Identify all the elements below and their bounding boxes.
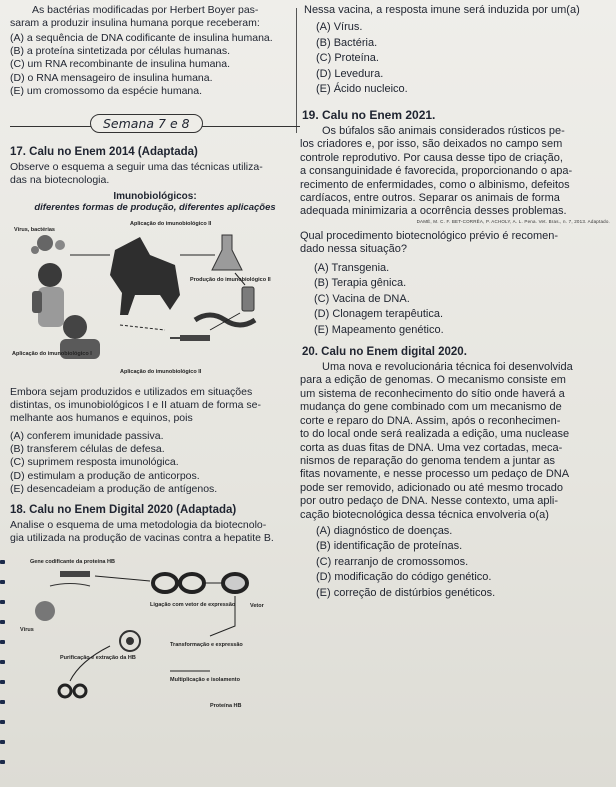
q18-tail: Nessa vacina, a resposta imune será induzida por um(a): [304, 4, 580, 16]
q17-title: 17. Calu no Enem 2014 (Adaptada): [10, 146, 198, 159]
text-line: Analise o esquema de uma metodologia da biotecnolo-: [10, 519, 267, 532]
option-c[interactable]: (C) Proteína.: [316, 52, 379, 65]
text-line: corta as duas fitas de DNA. Uma vez cortadas, meca-: [300, 441, 563, 454]
vector-icon: [223, 574, 247, 592]
option-d[interactable]: (D) Clonagem terapêutica.: [314, 308, 444, 321]
option-a[interactable]: (A) a sequência de DNA codificante de insulina humana.: [10, 32, 273, 44]
q18-options: [316, 20, 610, 98]
fig1-label-virus: Vírus, bactérias: [14, 227, 55, 234]
child-illustration: [32, 263, 64, 327]
fig1-label-prod2: Produção do imunobiológico II: [190, 277, 271, 284]
fig1-heading: Imunobiológicos:: [113, 191, 197, 203]
option-e[interactable]: (E) correção de distúrbios genéticos.: [316, 586, 496, 599]
fig1-label-app1: Aplicação do imunobiológico I: [12, 351, 92, 358]
horse-illustration: [110, 237, 180, 315]
text-line: das na biotecnologia.: [10, 174, 110, 187]
right-column: [300, 4, 610, 601]
text-line: melhante aos humanos e equinos, pois: [10, 412, 193, 425]
q17-options: [10, 430, 300, 496]
text-line: Uma nova e revolucionária técnica foi desenvolvida: [322, 361, 573, 374]
q16-options: [10, 32, 300, 98]
text-line: dado nessa situação?: [300, 243, 408, 256]
q18-title: 18. Calu no Enem Digital 2020 (Adaptada): [10, 504, 237, 517]
text-line: corte e reparo do DNA. Assim, após o reconhecimen-: [300, 414, 561, 427]
text-line: nismos de reparação do genoma tendem a juntar as: [300, 454, 555, 467]
snake-illustration: [195, 315, 255, 325]
text-line: um sistema de reconhecimento do sítio onde haverá a: [300, 387, 565, 400]
text-line: saram a produzir insulina humana porque receberam:: [10, 17, 260, 29]
q17-stem: [10, 386, 300, 425]
plasmid-icon: [153, 574, 204, 592]
text-line: pode ser removido, adicionado ou até mesmo trocado: [300, 481, 563, 494]
text-line: cação biotecnológica dessa técnica envolveria o(a): [300, 508, 549, 521]
left-column: [10, 4, 300, 711]
option-d[interactable]: (D) Levedura.: [316, 67, 384, 80]
q19-citation: DAMÉ, M. C. F. BET-CORRÊA, P. ACHOLY, A. L. Pena. Vet. Bras., n. 7, 2013. Adaptado.: [416, 218, 610, 224]
text-line: mudança do gene combinado com um mecanismo de: [300, 401, 562, 414]
text-line: Observe o esquema a seguir uma das técnicas utiliza-: [10, 161, 263, 174]
text-line: controle reprodutivo. Por causa desse tipo de criação,: [300, 151, 563, 164]
fig2-label-gene: Gene codificante da proteína HB: [30, 559, 115, 566]
option-c[interactable]: (C) Vacina de DNA.: [314, 292, 410, 305]
fig2-label-virus: Vírus: [20, 627, 34, 634]
option-e[interactable]: (E) Mapeamento genético.: [314, 323, 444, 336]
immunobiological-diagram: [10, 215, 290, 380]
option-e[interactable]: (E) Ácido nucleico.: [316, 83, 408, 96]
text-line: to do local onde será realizada a edição, uma nuclease: [300, 428, 570, 441]
vial-icon: [242, 287, 254, 311]
option-a[interactable]: (A) Vírus.: [316, 21, 363, 34]
text-line: por outro pedaço de DNA. Nesse contexto, uma apli-: [300, 495, 559, 508]
flow-arrows: [70, 576, 235, 681]
q19-title: 19. Calu no Enem 2021.: [302, 107, 436, 122]
q20-options: [316, 524, 610, 602]
option-b[interactable]: (B) Bactéria.: [316, 36, 378, 49]
option-b[interactable]: (B) a proteína sintetizada por células humanas.: [10, 45, 231, 58]
q20-title: 20. Calu no Enem digital 2020.: [302, 346, 467, 359]
fig2-label-ligation: Ligação com vetor de expressão: [150, 602, 236, 609]
option-a[interactable]: (A) conferem imunidade passiva.: [10, 430, 164, 443]
text-line: Embora sejam produzidos e utilizados em situações: [10, 386, 253, 399]
text-line: Os búfalos são animais considerados rústicos pe-: [322, 124, 565, 137]
text-line: cardíacos, entre outros. Separar os animais de forma: [300, 191, 560, 204]
fig1-subheading: diferentes formas de produção, diferentes aplicações: [34, 202, 276, 214]
option-d[interactable]: (D) modificação do código genético.: [316, 571, 492, 584]
option-d[interactable]: (D) estimulam a produção de anticorpos.: [10, 469, 200, 482]
fig2-label-transform: Transformação e expressão: [170, 642, 243, 649]
week-banner: [10, 112, 300, 138]
option-e[interactable]: (E) desencadeiam a produção de antígenos.: [10, 482, 218, 495]
fig2-label-mult: Multiplicação e isolamento: [170, 677, 240, 684]
colony-icon: [59, 685, 86, 697]
virus-icon: [35, 601, 55, 621]
week-label: Semana 7 e 8: [90, 114, 203, 133]
text-line: recimento de enfermidades, como o albinismo, defeitos: [300, 178, 570, 191]
option-b[interactable]: (B) identificação de proteínas.: [316, 540, 463, 553]
fig2-label-prot: Proteína HB: [210, 703, 242, 710]
text-line: los criadores e, por isso, são deixados no campo sem: [300, 138, 563, 151]
option-c[interactable]: (C) um RNA recombinante de insulina humana.: [10, 58, 231, 71]
fig1-label-app3: Aplicação do imunobiológico II: [120, 369, 202, 376]
option-e[interactable]: (E) um cromossomo da espécie humana.: [10, 84, 202, 97]
dna-strand-icon: [50, 571, 90, 586]
option-c[interactable]: (C) suprimem resposta imunológica.: [10, 456, 179, 469]
fig1-label-app2: Aplicação do imunobiológico II: [130, 221, 212, 228]
q19-stem: [300, 125, 610, 219]
vaccine-production-diagram: [10, 551, 290, 711]
flask-icon: [212, 235, 242, 270]
fig2-label-vector: Vetor: [250, 603, 264, 610]
q20-stem: [300, 361, 610, 522]
option-b[interactable]: (B) transferem células de defesa.: [10, 443, 165, 456]
option-d[interactable]: (D) o RNA mensageiro de insulina humana.: [10, 71, 213, 84]
text-line: para a edição de genomas. O mecanismo consiste em: [300, 374, 566, 387]
text-line: As bactérias modificadas por Herbert Boyer pas-: [32, 4, 259, 16]
option-c[interactable]: (C) rearranjo de cromossomos.: [316, 555, 469, 568]
text-line: Qual procedimento biotecnológico prévio é recomen-: [300, 229, 559, 242]
syringe-icon: [170, 335, 210, 341]
q19-options: [314, 261, 610, 339]
text-line: fitas novamente, e nesse processo um pedaço de DNA: [300, 468, 570, 481]
fig2-label-purif: Purificação e extração da HB: [60, 655, 136, 662]
option-b[interactable]: (B) Terapia gênica.: [314, 277, 407, 290]
virus-icon: [31, 235, 65, 254]
q16-tail: [10, 4, 300, 30]
text-line: a consanguinidade é favorecida, proporcionando o apa-: [300, 165, 573, 178]
q19-question: [300, 230, 610, 257]
text-line: distintas, os imunobiológicos I e II atuam de forma se-: [10, 399, 261, 412]
cell-icon: [120, 631, 140, 651]
text-line: gia utilizada na produção de vacinas contra a hepatite B.: [10, 532, 274, 545]
option-a[interactable]: (A) Transgenia.: [314, 261, 390, 274]
option-a[interactable]: (A) diagnóstico de doenças.: [316, 524, 453, 537]
text-line: adequada minimizaria a ocorrência desses problemas.: [300, 205, 567, 218]
